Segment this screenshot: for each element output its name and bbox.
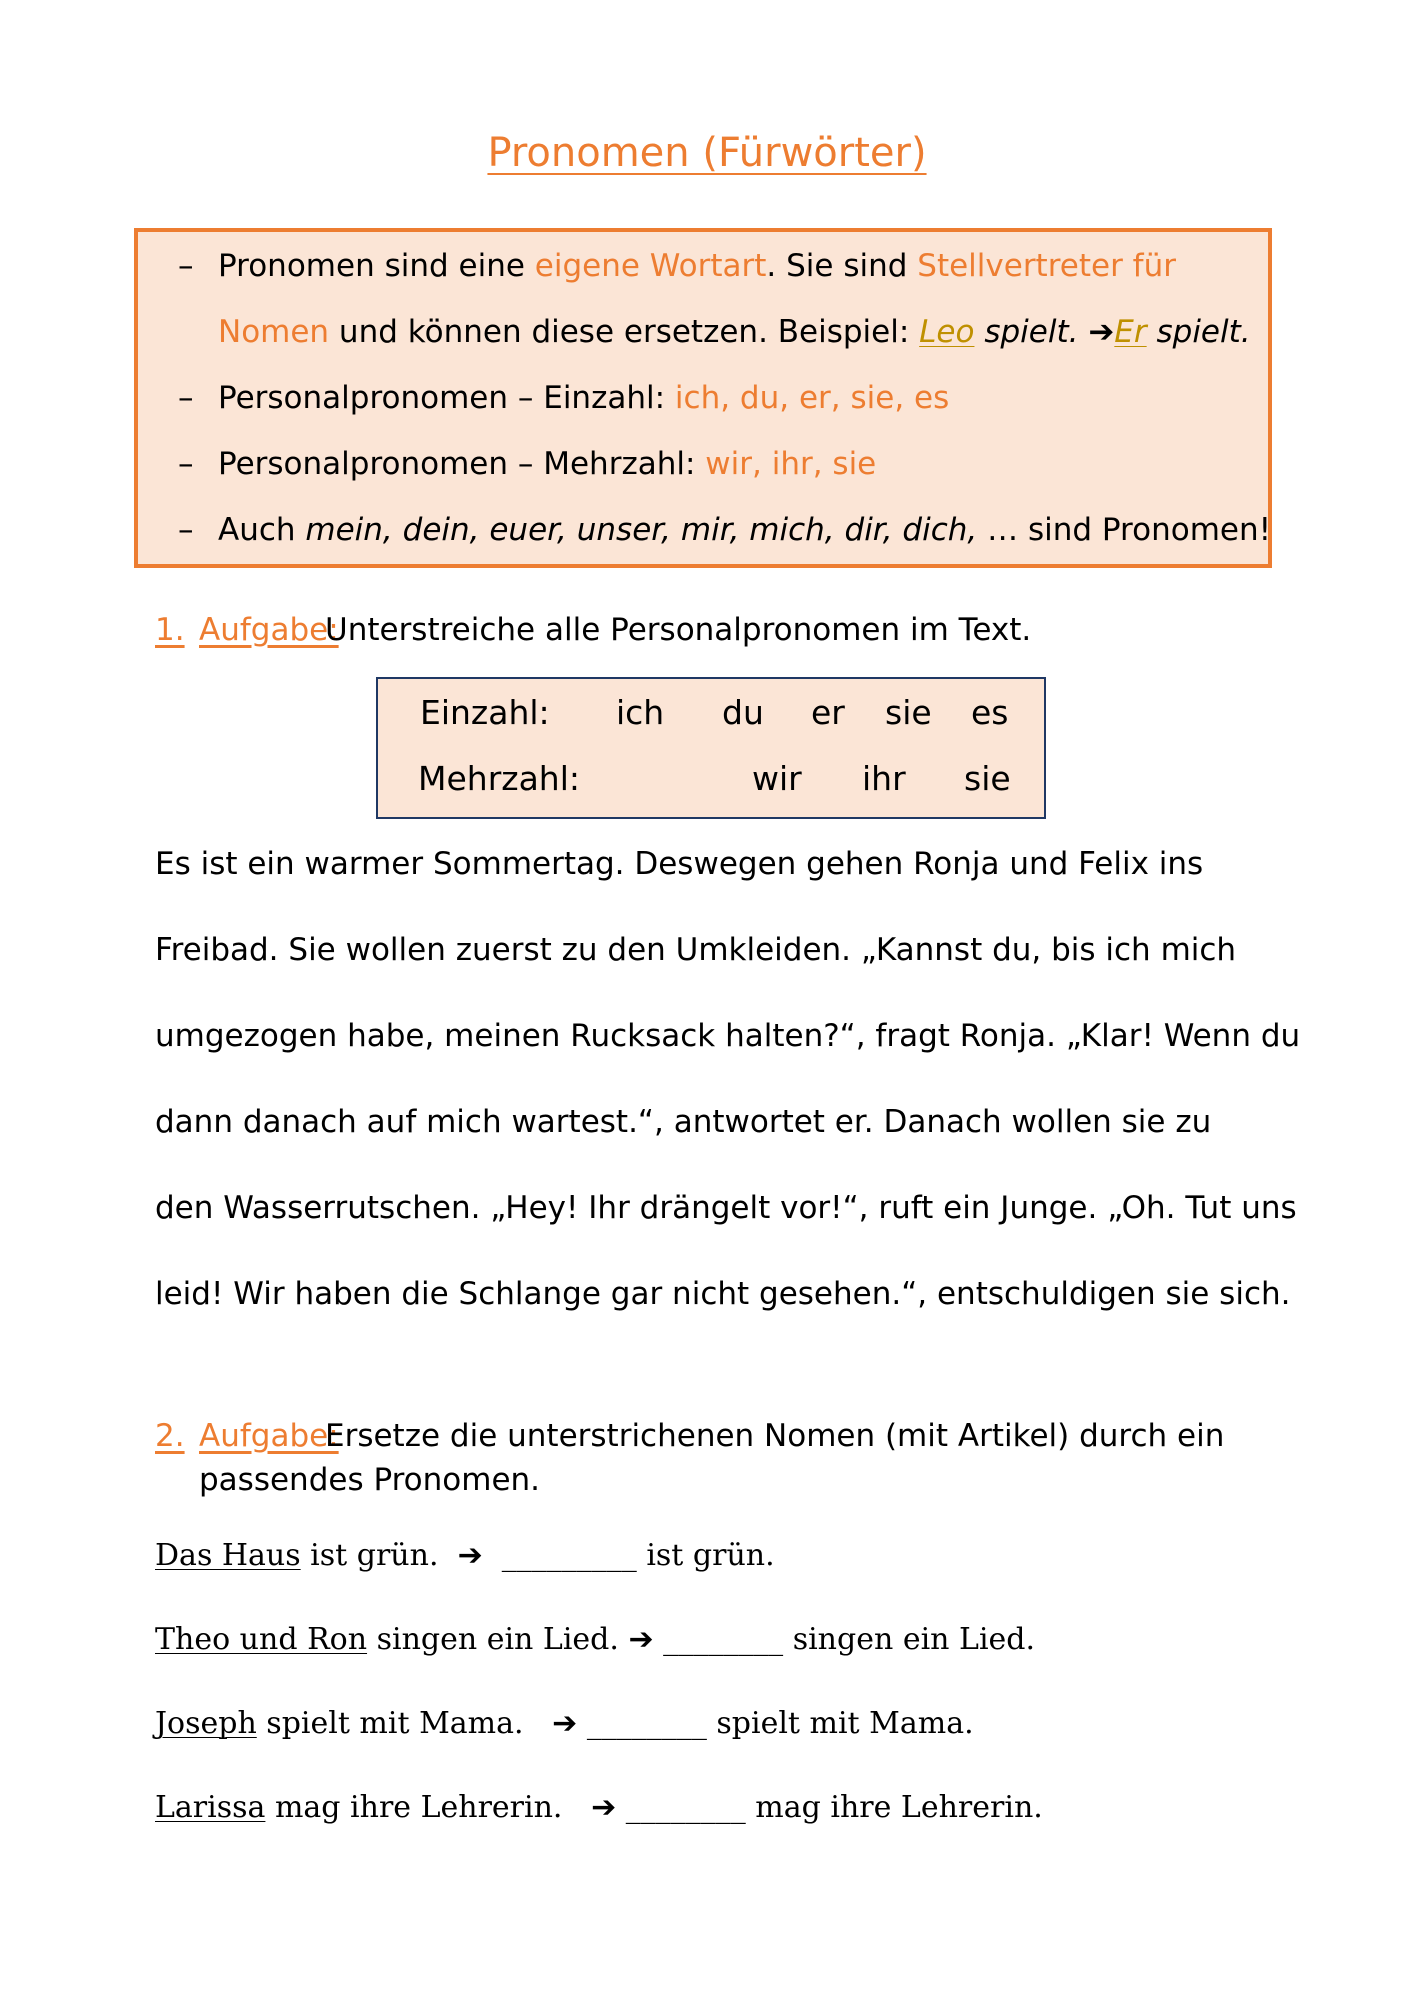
answer-blank[interactable]: _________ [482, 1538, 647, 1573]
pronoun-sie-plural: sie [964, 759, 1011, 798]
pronoun-er: er [811, 693, 845, 732]
story-line: Freibad. Sie wollen zuerst zu den Umkleiden. „Kannst du, bis ich mich [155, 932, 1237, 968]
exercise-4: Larissa mag ihre Lehrerin. ➔ ________ mag ihre Lehrerin. [155, 1790, 1043, 1825]
underlined-noun: Theo und Ron [155, 1622, 368, 1657]
task-instruction: Ersetze die unterstrichenen Nomen (mit Artikel) durch ein [325, 1418, 1225, 1454]
story-line: Es ist ein warmer Sommertag. Deswegen gehen Ronja und Felix ins [155, 846, 1204, 882]
arrow-icon: ➔ [591, 1790, 617, 1825]
task-number: 1. [155, 612, 185, 648]
singular-label: Einzahl: [420, 693, 550, 732]
exercise-2: Theo und Ron singen ein Lied. ➔ ________ singen ein Lied. [155, 1622, 1036, 1657]
plural-pronouns: wir, ihr, sie [705, 446, 877, 482]
highlight-eigene-wortart: eigene Wortart [534, 248, 767, 284]
pronoun-ich: ich [616, 693, 665, 732]
story-line: umgezogen habe, meinen Rucksack halten?“, fragt Ronja. „Klar! Wenn du [155, 1018, 1301, 1054]
story-line: den Wasserrutschen. „Hey! Ihr drängelt vor!“, ruft ein Junge. „Oh. Tut uns [155, 1190, 1297, 1226]
highlight-stellvertreter: Stellvertreter für [917, 248, 1176, 284]
bullet-dash: – [178, 248, 194, 284]
bullet-dash: – [178, 512, 194, 548]
arrow-icon: ➔ [552, 1706, 578, 1741]
pronoun-es: es [971, 693, 1009, 732]
answer-blank[interactable]: ________ [616, 1790, 756, 1825]
bullet-dash: – [178, 380, 194, 416]
pronoun-table [376, 677, 1046, 819]
story-line: leid! Wir haben die Schlange gar nicht gesehen.“, entschuldigen sie sich. [155, 1276, 1291, 1312]
underlined-noun: Das Haus [155, 1538, 301, 1573]
bullet-dash: – [178, 446, 194, 482]
answer-blank[interactable]: ________ [653, 1622, 793, 1657]
plural-label: Mehrzahl: [418, 759, 581, 798]
pronoun-ihr: ihr [862, 759, 906, 798]
pronoun-sie: sie [885, 693, 932, 732]
exercise-3: Joseph spielt mit Mama. ➔ ________ spielt mit Mama. [155, 1706, 974, 1741]
rule-1-text-2: Nomen und können diese ersetzen. Beispiel: Leo spielt. ➔Er spielt. [218, 314, 1251, 350]
story-line: dann danach auf mich wartest.“, antwortet er. Danach wollen sie zu [155, 1104, 1212, 1140]
arrow-icon: ➔ [1088, 314, 1115, 350]
task-label: Aufgabe: [199, 1418, 339, 1454]
task-instruction: Unterstreiche alle Personalpronomen im Text. [325, 612, 1032, 648]
highlight-nomen: Nomen [218, 314, 330, 350]
rule-1-text: Pronomen sind eine eigene Wortart. Sie sind Stellvertreter für [218, 248, 1176, 284]
other-pronouns: mein, dein, euer, unser, mir, mich, dir, dich, [305, 512, 978, 548]
example-leo: Leo [919, 314, 975, 350]
task-number: 2. [155, 1418, 185, 1454]
rules-box: – Pronomen sind eine eigene Wortart. Sie sind Stellvertreter für Nomen und können diese ersetzen. Beispiel: Leo spielt. ➔Er spielt. – Personalpronomen – Einzahl: ich, du, er, sie, es – Personalpronomen – Mehrzahl: wir, ihr, sie – Auch mein, dein, euer, unser, mir, mich, dir, dich, … sind Pronomen! [134, 228, 1272, 568]
arrow-icon: ➔ [628, 1622, 654, 1657]
underlined-noun: Joseph [155, 1706, 257, 1741]
example-er: Er [1114, 314, 1147, 350]
task-instruction-continued: passendes Pronomen. [199, 1462, 541, 1498]
answer-blank[interactable]: ________ [577, 1706, 717, 1741]
page-title: Pronomen (Fürwörter) [487, 130, 927, 176]
pronoun-wir: wir [752, 759, 802, 798]
exercise-1: Das Haus ist grün. ➔ _________ ist grün. [155, 1538, 775, 1573]
singular-pronouns: ich, du, er, sie, es [674, 380, 950, 416]
pronoun-du: du [722, 693, 764, 732]
arrow-icon: ➔ [457, 1538, 483, 1573]
task-label: Aufgabe: [199, 612, 339, 648]
underlined-noun: Larissa [155, 1790, 266, 1825]
